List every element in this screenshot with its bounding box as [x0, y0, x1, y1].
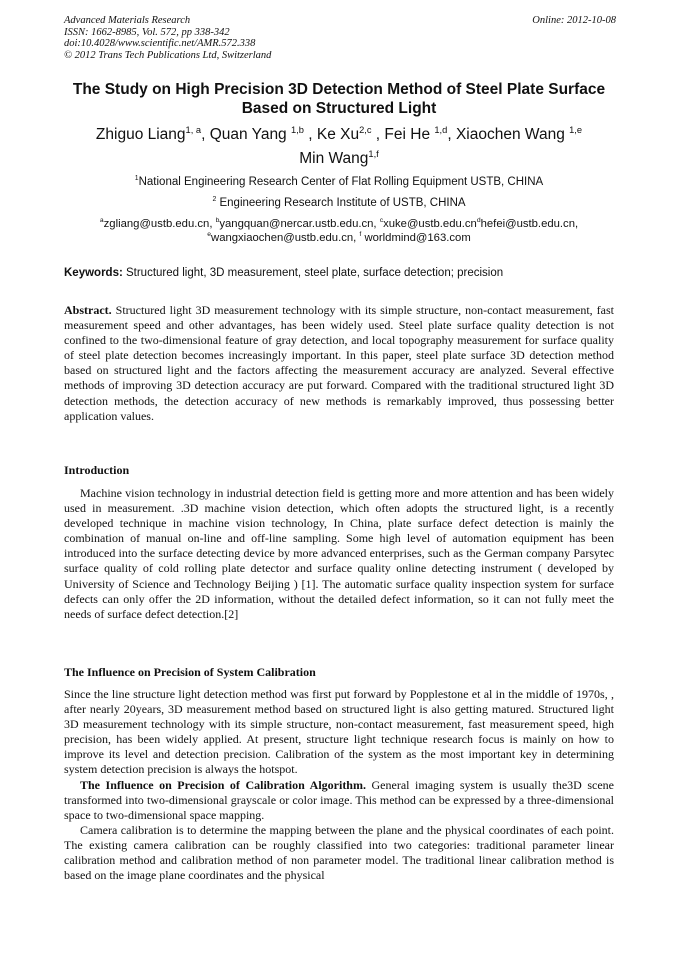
journal-issn: ISSN: 1662-8985, Vol. 572, pp 338-342 — [64, 26, 230, 38]
email-sup: d — [476, 217, 481, 225]
email-list — [40, 217, 638, 245]
email-sup: f — [359, 231, 362, 239]
keywords-text: Structured light, 3D measurement, steel plate, surface detection; precision — [122, 267, 504, 279]
author-separator: , — [447, 126, 456, 143]
author-name: Min Wang — [299, 150, 369, 167]
journal-name: Advanced Materials Research — [64, 15, 191, 26]
calibration-paragraph-2-text: General imaging system is usually the3D scene transformed into two-dimensional grayscale or color image. This method can be expressed by a three-dimensional space to two-dimensional space mapping. — [64, 777, 614, 822]
author-sup: 1,b — [291, 124, 304, 135]
keywords — [64, 266, 624, 280]
keywords-label: Keywords: — [64, 267, 123, 279]
introduction-heading: Introduction — [64, 463, 130, 477]
calibration-paragraph-2 — [64, 778, 614, 823]
email-address: wangxiaochen@ustb.edu.cn, — [211, 232, 360, 244]
email-sup: c — [379, 217, 384, 225]
journal-copyright: © 2012 Trans Tech Publications Ltd, Switzerland — [64, 49, 272, 61]
affiliation-text: Engineering Research Institute of USTB, CHINA — [216, 197, 466, 209]
author-name: Quan Yang — [209, 126, 291, 143]
author-sup: 1, a — [185, 124, 202, 135]
email-sup: a — [99, 217, 104, 225]
email-line-2 — [40, 231, 638, 245]
author-separator: , — [303, 126, 317, 143]
author-separator: , — [371, 126, 385, 143]
email-line-1 — [40, 217, 638, 231]
author-name: Zhiguo Liang — [95, 126, 186, 143]
author-name: Ke Xu — [316, 126, 360, 143]
author-sup: 2,c — [359, 124, 372, 135]
author-name: Fei He — [384, 126, 435, 143]
introduction-paragraph: Machine vision technology in industrial detection field is getting more and more attention and has been widely used in measurement. .3D machine vision detection, which often adopts the structured light, is a recently developed technique in machine vision technology, In China, plate surface defect detection is mainly the combination of manual on-line and off-line sampling. Some high level of automation equipment has been introduced into the surface detecting device by more advanced enterprises, such as the German company Parsytec surface quality of cold rolling plate detector and surface quality online detecting instrument ( developed by University of Science and Technology Beijing ) [1]. The automatic surface quality inspection system for surface defects can only offer the 2D information, without the detailed defect information, so it can not fully meet the needs of surface defect detection.[2] — [64, 486, 614, 621]
author-sup: 1,e — [569, 124, 583, 135]
author-separator: , — [201, 126, 210, 143]
author-line-1 — [40, 123, 638, 147]
author-list — [40, 123, 638, 171]
email-address: zgliang@ustb.edu.cn, — [103, 218, 216, 230]
calibration-section — [64, 687, 614, 883]
author-line-2 — [40, 147, 638, 171]
email-address: hefei@ustb.edu.cn, — [480, 218, 579, 230]
title-line-2: Based on Structured Light — [241, 100, 437, 117]
author-sup: 1,f — [368, 148, 379, 159]
paper-title — [40, 80, 638, 118]
affiliation-2 — [40, 196, 638, 210]
title-line-1: The Study on High Precision 3D Detection Method of Steel Plate Surface — [72, 81, 606, 98]
email-sup: e — [207, 231, 212, 239]
author-sup: 1,d — [434, 124, 448, 135]
affiliation-1 — [40, 175, 638, 189]
journal-header — [64, 15, 616, 61]
email-address: xuke@ustb.edu.cn — [383, 218, 477, 230]
calibration-subheading: The Influence on Precision of Calibration Algorithm. — [80, 777, 366, 792]
email-sup: b — [215, 217, 220, 225]
abstract — [64, 303, 614, 424]
email-address: yangquan@nercar.ustb.edu.cn, — [219, 218, 380, 230]
affiliation-sup: 1 — [134, 175, 139, 183]
abstract-paragraph — [64, 303, 614, 424]
calibration-paragraph-3: Camera calibration is to determine the mapping between the plane and the physical coordinates of each point. The existing camera calibration can be roughly classified into two categories: traditional parameter linear calibration method and calibration method of non parameter model. The traditional linear calibration method is based on the image plane coordinates and the physical — [64, 822, 614, 883]
calibration-paragraph-1: Since the line structure light detection method was first put forward by Popplestone et al in the middle of 1970s, , after nearly 20years, 3D measurement method based on structured light is also getting matured. Structured light 3D measurement technology with its simple structure, non-contact measurement, fast measurement speed, high precision, has been widely applied. At present, structure light technique research focus is mainly on how to improve its level and detection precision. Calibration of the system as the most important key in determining system detection precision is always the hotspot. — [64, 687, 614, 777]
introduction-section — [64, 486, 614, 622]
affiliation-text: National Engineering Research Center of Flat Rolling Equipment USTB, CHINA — [138, 176, 544, 188]
author-name: Xiaochen Wang — [455, 126, 570, 143]
abstract-text: Structured light 3D measurement technology with its simple structure, non-contact measurement, fast measurement speed and other advantages, has been widely used. Steel plate surface quality detection is not confined to the two-dimensional feature of gray detection, and local topography measurement for surface quality of steel plate detection becomes increasingly important. In this paper, steel plate surface 3D detection method based on structured light and the factors affecting the measurement accuracy are analyzed. Several effective methods of improving 3D detection accuracy are put forward. Compared with the traditional structured light 3D detection methods, the detection accuracy of new methods is remarkably improved, thus possessing better application values. — [64, 303, 614, 423]
journal-doi: doi:10.4028/www.scientific.net/AMR.572.338 — [64, 38, 256, 50]
abstract-label: Abstract. — [64, 303, 112, 317]
online-date: Online: 2012-10-08 — [532, 15, 616, 26]
calibration-heading: The Influence on Precision of System Calibration — [64, 665, 316, 679]
affiliation-sup: 2 — [212, 196, 217, 204]
email-address: worldmind@163.com — [361, 232, 471, 244]
